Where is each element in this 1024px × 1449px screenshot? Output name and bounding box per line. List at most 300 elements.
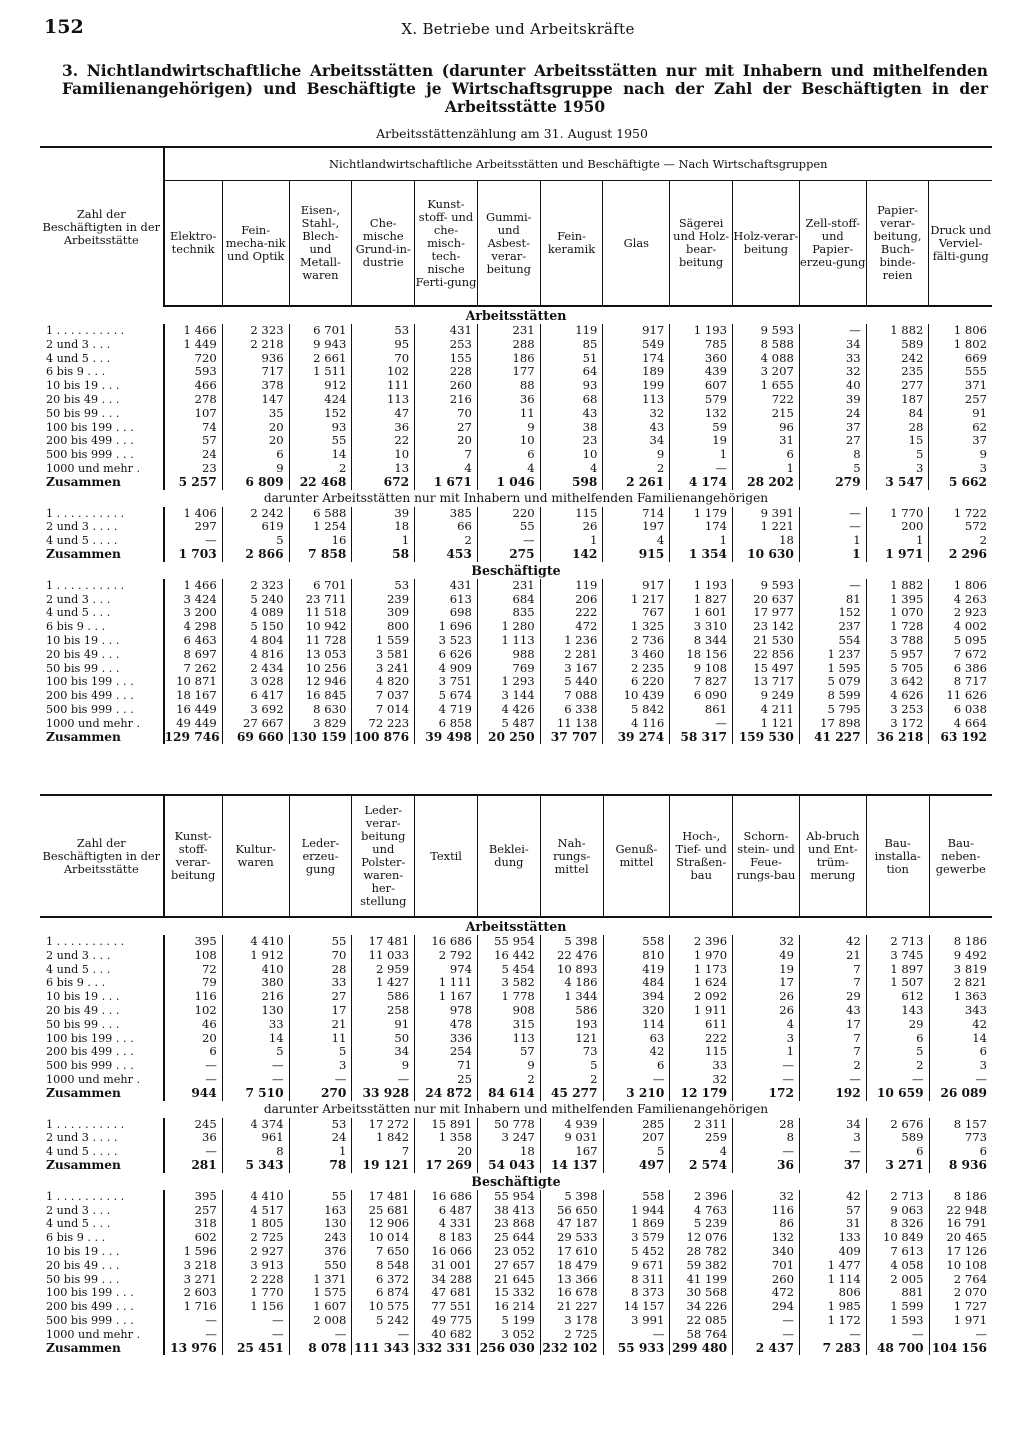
table-cell: — — [799, 579, 866, 593]
table-cell: 332 331 — [415, 1342, 478, 1356]
table-cell: 14 — [289, 448, 352, 462]
table-cell: 231 — [477, 324, 540, 338]
table-cell: 4 — [415, 462, 478, 476]
table-cell: 6 — [477, 448, 540, 462]
table-cell: 2 218 — [222, 338, 289, 352]
table-cell: 3 582 — [477, 976, 540, 990]
table-cell: 3 144 — [477, 689, 540, 703]
table-cell: 53 — [352, 324, 415, 338]
row-label: 4 und 5 . . . — [40, 1217, 164, 1231]
table-cell: 1 716 — [183, 1300, 217, 1314]
table-cell: 6 372 — [352, 1273, 415, 1287]
table-cell: 113 — [352, 393, 415, 407]
table-cell: 5 674 — [415, 689, 478, 703]
row-label: 100 bis 199 . . . — [40, 1286, 164, 1300]
table-cell: 50 778 — [477, 1118, 540, 1132]
table-cell: 33 — [670, 1059, 733, 1073]
table-cell: 64 — [540, 365, 603, 379]
row-label: 50 bis 99 . . . — [40, 1273, 164, 1287]
table-row — [40, 379, 992, 393]
table-cell: 111 343 — [352, 1342, 415, 1356]
table-cell: 1 070 — [866, 606, 929, 620]
table-cell: 466 — [194, 379, 217, 393]
table-cell: 5 452 — [603, 1245, 670, 1259]
table-cell: 5 454 — [477, 963, 540, 977]
table-cell: 22 468 — [289, 476, 352, 490]
table-cell: 100 876 — [352, 731, 415, 745]
row-header: Zahl der Beschäftigten in der Arbeitsstätte — [40, 795, 164, 917]
table-cell: 1 778 — [477, 990, 540, 1004]
table-cell: 253 — [415, 338, 478, 352]
row-label: 2 und 3 . . . . — [40, 520, 164, 534]
table-cell: 1 897 — [866, 963, 929, 977]
row-label: 1 . . . . . . . . . . — [40, 507, 164, 521]
table-cell: 9 031 — [540, 1131, 603, 1145]
table-cell: 16 214 — [477, 1300, 540, 1314]
table-cell: 6 220 — [603, 675, 670, 689]
column-header: Leder-verar-beitung und Polster-waren-her-stellung — [352, 795, 415, 917]
table-cell: 612 — [866, 990, 929, 1004]
table-cell: — — [799, 324, 866, 338]
table-cell: 586 — [540, 1004, 603, 1018]
column-header: Holz-verar-beitung — [733, 181, 800, 307]
table-cell: 18 — [733, 534, 800, 548]
column-header: Leder-erzeu-gung — [289, 795, 352, 917]
table-cell: 8 936 — [929, 1159, 992, 1173]
table-cell: 4 626 — [866, 689, 929, 703]
table-cell: 8 157 — [929, 1118, 992, 1132]
table-cell: 1 427 — [352, 976, 415, 990]
table-cell: 2 866 — [222, 548, 289, 562]
table-cell: 7 014 — [352, 703, 415, 717]
total-row — [40, 476, 992, 490]
table-cell: 68 — [540, 393, 603, 407]
table-cell: 10 256 — [289, 662, 352, 676]
table-cell: 2 725 — [540, 1328, 603, 1342]
table-cell: 279 — [799, 476, 866, 490]
column-header: Zell-stoff- und Papier-erzeu-gung — [799, 181, 866, 307]
table-cell: 558 — [603, 935, 670, 949]
table-cell: 86 — [733, 1217, 800, 1231]
table-cell: 9 — [477, 1059, 540, 1073]
table-cell: 1 806 — [929, 579, 992, 593]
table-cell: 800 — [352, 620, 415, 634]
table-cell: 33 — [289, 976, 352, 990]
table-cell: 1 827 — [670, 593, 733, 607]
table-cell: 7 283 — [799, 1342, 866, 1356]
table-cell: 270 — [289, 1087, 352, 1101]
super-header: Nichtlandwirtschaftliche Arbeitsstätten und Beschäftigte — Nach Wirtschaftsgruppen — [164, 147, 992, 181]
table-cell: 23 052 — [477, 1245, 540, 1259]
column-header: Bau-neben-gewerbe — [929, 795, 992, 917]
table-cell: 55 — [289, 935, 352, 949]
table-cell: 579 — [670, 393, 733, 407]
table-cell: 206 — [540, 593, 603, 607]
section-title: Beschäftigte — [471, 1173, 561, 1189]
table-cell: — — [866, 1328, 929, 1342]
table-cell: 17 — [733, 976, 800, 990]
table-cell: 58 764 — [670, 1328, 733, 1342]
table-cell: 385 — [415, 507, 478, 521]
table-cell: 59 — [670, 421, 733, 435]
table-cell: 200 — [866, 520, 929, 534]
table-cell: 3 310 — [670, 620, 733, 634]
table-cell: 419 — [603, 963, 670, 977]
table-cell: 36 — [477, 393, 540, 407]
table-cell: 23 — [540, 434, 603, 448]
row-label: 10 bis 19 . . . — [40, 990, 164, 1004]
table-cell: 43 — [799, 1004, 866, 1018]
table-cell: 3 581 — [352, 648, 415, 662]
table-cell: 31 — [799, 1217, 866, 1231]
table-cell: 39 — [799, 393, 866, 407]
table-cell: 96 — [733, 421, 800, 435]
table-cell: 9 — [477, 421, 540, 435]
table-cell: 28 — [289, 963, 352, 977]
table-cell: 3 178 — [540, 1314, 603, 1328]
table-cell: 376 — [289, 1245, 352, 1259]
table-cell: 16 066 — [415, 1245, 478, 1259]
table-cell: 1 — [866, 534, 929, 548]
table-cell: 26 — [540, 520, 603, 534]
table-row — [40, 662, 992, 676]
table-cell: 33 928 — [352, 1087, 415, 1101]
table-cell: 193 — [540, 1018, 603, 1032]
table-cell: 4 — [603, 534, 670, 548]
row-label: 1 . . . . . . . . . . — [40, 1190, 164, 1204]
table-cell: 9 108 — [670, 662, 733, 676]
table-row — [40, 620, 992, 634]
table-cell: 974 — [415, 963, 478, 977]
table-cell: 5 842 — [603, 703, 670, 717]
table-cell: 111 — [352, 379, 415, 393]
row-label: 1000 und mehr . — [40, 1328, 164, 1342]
table-cell: 6 858 — [415, 717, 478, 731]
table-cell: 4 174 — [670, 476, 733, 490]
table-cell: 19 — [670, 434, 733, 448]
table-cell: 159 530 — [733, 731, 800, 745]
row-label: 100 bis 199 . . . — [40, 421, 164, 435]
table-cell: 3 172 — [866, 717, 929, 731]
table-cell: 484 — [603, 976, 670, 990]
table-cell: 27 657 — [477, 1259, 540, 1273]
table-cell: 55 933 — [603, 1342, 670, 1356]
table-cell: 9 671 — [603, 1259, 670, 1273]
table-cell: — — [799, 507, 866, 521]
table-cell: 10 871 — [176, 675, 217, 689]
table-cell: 43 — [540, 407, 603, 421]
table-row — [40, 1190, 992, 1204]
table-cell: 26 — [733, 990, 800, 1004]
row-label: 2 und 3 . . . — [40, 949, 164, 963]
table-cell: — — [929, 1073, 992, 1087]
table-cell: 142 — [540, 548, 603, 562]
column-header: Ab-bruch und Ent-trüm-merung — [799, 795, 866, 917]
row-label: 4 und 5 . . . — [40, 352, 164, 366]
row-label: 100 bis 199 . . . — [40, 675, 164, 689]
total-row — [40, 1159, 992, 1173]
table-cell: 1 655 — [733, 379, 800, 393]
row-label: 6 bis 9 . . . — [40, 1231, 164, 1245]
table-cell: 2 396 — [670, 935, 733, 949]
table-cell: 294 — [733, 1300, 800, 1314]
table-cell: 243 — [289, 1231, 352, 1245]
column-header: Beklei-dung — [477, 795, 540, 917]
table-cell: 143 — [866, 1004, 929, 1018]
table-cell: 5 705 — [866, 662, 929, 676]
table-cell: 13 366 — [540, 1273, 603, 1287]
table-cell: 9 — [929, 448, 992, 462]
table-cell: 10 659 — [866, 1087, 929, 1101]
table-cell: 6 701 — [289, 579, 352, 593]
table-cell: — — [222, 1328, 289, 1342]
table-row — [40, 448, 992, 462]
table-row — [40, 365, 992, 379]
table-cell: 116 — [194, 990, 217, 1004]
table-cell: 8 311 — [603, 1273, 670, 1287]
table-cell: 1 344 — [540, 990, 603, 1004]
table-cell: 497 — [603, 1159, 670, 1173]
table-cell: 37 — [799, 1159, 866, 1173]
table-row — [40, 1032, 992, 1046]
table-cell: 1 254 — [289, 520, 352, 534]
table-cell: 46 — [202, 1017, 217, 1031]
table-cell: 17 898 — [799, 717, 866, 731]
table-cell: 10 893 — [540, 963, 603, 977]
table-cell: 174 — [603, 352, 670, 366]
table-cell: 9 391 — [733, 507, 800, 521]
table-cell: 15 497 — [733, 662, 800, 676]
table-cell: 4 719 — [415, 703, 478, 717]
section-header-row — [40, 562, 992, 579]
table-cell: 11 626 — [929, 689, 992, 703]
row-label: 500 bis 999 . . . — [40, 1059, 164, 1073]
table-cell: 917 — [603, 324, 670, 338]
table-cell: 25 451 — [222, 1342, 289, 1356]
table-cell: 74 — [201, 420, 217, 434]
table-cell: 15 891 — [415, 1118, 478, 1132]
table-cell: 13 — [352, 462, 415, 476]
table-cell: 1 358 — [415, 1131, 478, 1145]
row-label: Zusammen — [40, 731, 164, 745]
table-cell: 1 — [289, 1145, 352, 1159]
table-cell: 37 707 — [540, 731, 603, 745]
table-cell: 256 030 — [477, 1342, 540, 1356]
table-cell: 915 — [603, 548, 670, 562]
table-cell: 20 637 — [733, 593, 800, 607]
table-cell: 3 — [866, 462, 929, 476]
table-cell: 15 — [866, 434, 929, 448]
table-cell: 1 325 — [603, 620, 670, 634]
table-cell: 2 261 — [603, 476, 670, 490]
table-cell: 773 — [929, 1131, 992, 1145]
table-cell: 299 480 — [670, 1342, 733, 1356]
table-cell: 63 192 — [929, 731, 992, 745]
table-cell: — — [352, 1073, 415, 1087]
table-cell: 7 088 — [540, 689, 603, 703]
table-cell: 43 — [603, 421, 670, 435]
table-cell: 39 274 — [603, 731, 670, 745]
table-cell: 28 — [866, 421, 929, 435]
table-cell: 1 193 — [670, 324, 733, 338]
table-cell: 7 650 — [352, 1245, 415, 1259]
table-cell: 1 173 — [670, 963, 733, 977]
table-cell: 7 858 — [289, 548, 352, 562]
table-cell: 17 272 — [352, 1118, 415, 1132]
row-label: Zusammen — [40, 1159, 164, 1173]
table-cell: 5 398 — [540, 1190, 603, 1204]
table-cell: 32 — [670, 1073, 733, 1087]
row-label: 10 bis 19 . . . — [40, 1245, 164, 1259]
table-cell: 17 269 — [415, 1159, 478, 1173]
table-cell: 598 — [540, 476, 603, 490]
table-row — [40, 1231, 992, 1245]
column-header: Che-mische Grund-in-dustrie — [352, 181, 415, 307]
table-cell: 8 344 — [670, 634, 733, 648]
table-row — [40, 1145, 992, 1159]
table-cell: 114 — [603, 1018, 670, 1032]
table-cell: 19 121 — [352, 1159, 415, 1173]
table-cell: 192 — [799, 1087, 866, 1101]
table-cell: 2 — [477, 1073, 540, 1087]
table-cell: 2 008 — [289, 1314, 352, 1328]
table-cell: 10 014 — [352, 1231, 415, 1245]
table-cell: 115 — [670, 1045, 733, 1059]
table-cell: 174 — [670, 520, 733, 534]
table-cell: 2 603 — [183, 1286, 217, 1300]
table-cell: 33 — [799, 352, 866, 366]
table-cell: 5 242 — [352, 1314, 415, 1328]
table-cell: 8 183 — [415, 1231, 478, 1245]
table-cell: 116 — [733, 1204, 800, 1218]
table-cell: 607 — [670, 379, 733, 393]
table-cell: 130 — [289, 1217, 352, 1231]
table-cell: 8 078 — [289, 1342, 352, 1356]
table-cell: 1 596 — [183, 1244, 217, 1258]
table-cell: 10 439 — [603, 689, 670, 703]
table-cell: 39 — [352, 507, 415, 521]
table-cell: 220 — [477, 507, 540, 521]
table-cell: 7 — [799, 963, 866, 977]
table-cell: 20 — [415, 434, 478, 448]
table-cell: — — [222, 1059, 289, 1073]
table-cell: 10 — [477, 434, 540, 448]
row-label: 1000 und mehr . — [40, 462, 164, 476]
section-title: darunter Arbeitsstätten nur mit Inhabern und mithelfenden Familienangehörigen — [263, 1101, 769, 1116]
table-cell: 6 874 — [352, 1286, 415, 1300]
row-label: 1 . . . . . . . . . . — [40, 1118, 164, 1132]
table-cell: 222 — [540, 606, 603, 620]
table-cell: 2 396 — [670, 1190, 733, 1204]
table-cell: 18 — [477, 1145, 540, 1159]
row-label: 2 und 3 . . . — [40, 338, 164, 352]
table-cell: 278 — [194, 392, 217, 406]
table-cell: 4 763 — [670, 1204, 733, 1218]
table-cell: 8 373 — [603, 1286, 670, 1300]
table-cell: 1 601 — [670, 606, 733, 620]
table-cell: 88 — [477, 379, 540, 393]
table-cell: 6 — [929, 1045, 992, 1059]
table-cell: 285 — [603, 1118, 670, 1132]
table-cell: — — [477, 534, 540, 548]
table-cell: 315 — [477, 1018, 540, 1032]
table-cell: 1 179 — [670, 507, 733, 521]
statistics-table-2 — [40, 794, 992, 1355]
table-cell: 84 — [866, 407, 929, 421]
table-cell: 130 159 — [289, 731, 352, 745]
table-cell: 104 156 — [929, 1342, 992, 1356]
column-header: Kultur-waren — [222, 795, 289, 917]
row-label: Zusammen — [40, 548, 164, 562]
table-cell: 2 676 — [866, 1118, 929, 1132]
table-cell: 47 187 — [540, 1217, 603, 1231]
table-cell: 132 — [733, 1231, 800, 1245]
table-cell: 29 533 — [540, 1231, 603, 1245]
table-cell: 216 — [222, 990, 289, 1004]
table-cell: 1 406 — [183, 506, 217, 520]
table-cell: 1 — [670, 448, 733, 462]
table-cell: 6 — [866, 1145, 929, 1159]
table-cell: 2 — [799, 1059, 866, 1073]
section-header-row — [40, 1101, 992, 1118]
table-cell: 1 449 — [183, 337, 217, 351]
table-cell: 4 088 — [733, 352, 800, 366]
table-cell: 785 — [670, 338, 733, 352]
section-header-row — [40, 1173, 992, 1190]
table-cell: 254 — [415, 1045, 478, 1059]
table-cell: 672 — [352, 476, 415, 490]
table-cell: 9 943 — [289, 338, 352, 352]
table-cell: 1 354 — [670, 548, 733, 562]
table-cell: — — [866, 1073, 929, 1087]
table-cell: 7 672 — [929, 648, 992, 662]
table-cell: 22 948 — [929, 1204, 992, 1218]
table-row — [40, 1131, 992, 1145]
table-cell: 769 — [477, 662, 540, 676]
table-cell: 1 114 — [799, 1273, 866, 1287]
row-label: Zusammen — [40, 476, 164, 490]
row-label: 200 bis 499 . . . — [40, 1045, 164, 1059]
table-cell: 439 — [670, 365, 733, 379]
table-cell: 4 820 — [352, 675, 415, 689]
row-label: 100 bis 199 . . . — [40, 1032, 164, 1046]
table-row — [40, 1018, 992, 1032]
table-cell: 20 465 — [929, 1231, 992, 1245]
table-cell: 1 842 — [352, 1131, 415, 1145]
table-cell: 7 262 — [183, 661, 217, 675]
table-cell: 5 — [799, 462, 866, 476]
table-row — [40, 648, 992, 662]
table-row — [40, 1245, 992, 1259]
table-cell: 163 — [289, 1204, 352, 1218]
table-row — [40, 1045, 992, 1059]
table-cell: 14 — [222, 1032, 289, 1046]
table-cell: 25 — [415, 1073, 478, 1087]
table-cell: 70 — [289, 949, 352, 963]
table-cell: 1 395 — [866, 593, 929, 607]
table-cell: 2 713 — [866, 935, 929, 949]
column-header: Fein-mecha-nik und Optik — [222, 181, 289, 307]
table-cell: 45 277 — [540, 1087, 603, 1101]
table-cell: 14 — [929, 1032, 992, 1046]
table-cell: 95 — [352, 338, 415, 352]
table-cell: 611 — [670, 1018, 733, 1032]
table-cell: 239 — [352, 593, 415, 607]
table-cell: 1 111 — [415, 976, 478, 990]
row-label: 500 bis 999 . . . — [40, 1314, 164, 1328]
table-cell: 102 — [194, 1003, 217, 1017]
table-cell: 34 — [352, 1045, 415, 1059]
